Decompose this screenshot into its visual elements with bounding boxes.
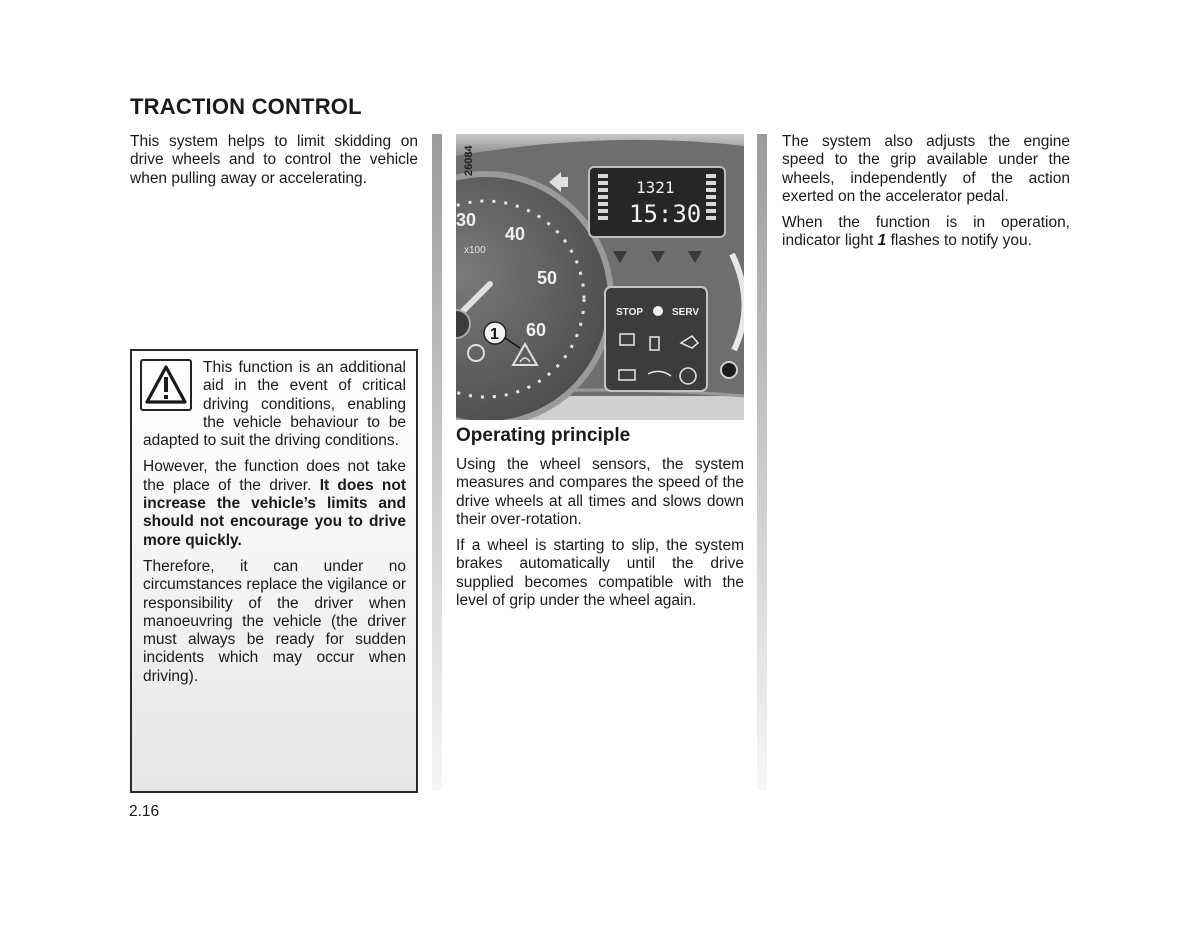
gauge-number: 50: [537, 268, 558, 288]
warning-emphasis: It does not increase the vehicle’s limits and should not encourage you to drive more quickly.: [143, 476, 406, 549]
indicator-reference: 1: [877, 232, 887, 250]
callout-number: 1: [490, 326, 499, 343]
warning-box: [130, 349, 418, 793]
intro-column: [130, 133, 418, 188]
right-column: [782, 133, 1070, 251]
page-title: TRACTION CONTROL: [130, 94, 362, 119]
gauge-unit: x100: [464, 245, 486, 256]
column-separator: [432, 134, 442, 790]
warning-paragraph: However, the function does not take the place of the driver. It does not increase the vehicle’s limits and should not encourage you to drive more quickly.: [143, 458, 406, 549]
column-separator: [757, 134, 767, 790]
clock-readout: 15:30: [629, 200, 702, 228]
operating-principle-column: [456, 456, 744, 610]
figure-reference: 26084: [463, 145, 475, 176]
warning-paragraph: This function is an additional aid in the event of critical driving conditions, enabling the vehicle behaviour to be adapted to suit the driving conditions.: [143, 359, 406, 450]
serv-label: SERV: [672, 307, 700, 318]
body-paragraph: Using the wheel sensors, the system measures and compares the speed of the drive wheels at all times and slows down their over-rotation.: [456, 456, 744, 528]
page-number: 2.16: [129, 803, 160, 820]
warning-text: [143, 359, 406, 686]
body-paragraph: When the function is in operation, indicator light 1 flashes to notify you.: [782, 214, 1070, 250]
section-heading: Operating principle: [456, 425, 631, 446]
body-paragraph: If a wheel is starting to slip, the system brakes automatically until the drive supplied becomes compatible with the level of grip under the wheel again.: [456, 537, 744, 610]
stop-label: STOP: [616, 307, 644, 318]
odometer-readout: 1321: [636, 178, 675, 197]
warning-paragraph: Therefore, it can under no circumstances replace the vigilance or responsibility of the driver when manoeuvring the vehicle (the driver must always be ready for sudden incidents which may occur when driving).: [143, 557, 406, 685]
instrument-panel-illustration: [456, 134, 744, 420]
intro-paragraph: This system helps to limit skidding on drive wheels and to control the vehicle when pulling away or accelerating.: [130, 133, 418, 187]
body-paragraph: The system also adjusts the engine speed to the grip available under the wheels, independently of the action exerted on the accelerator pedal.: [782, 133, 1070, 205]
gauge-number: 40: [505, 224, 526, 244]
gauge-number: 30: [456, 210, 477, 230]
gauge-number: 60: [526, 320, 547, 340]
